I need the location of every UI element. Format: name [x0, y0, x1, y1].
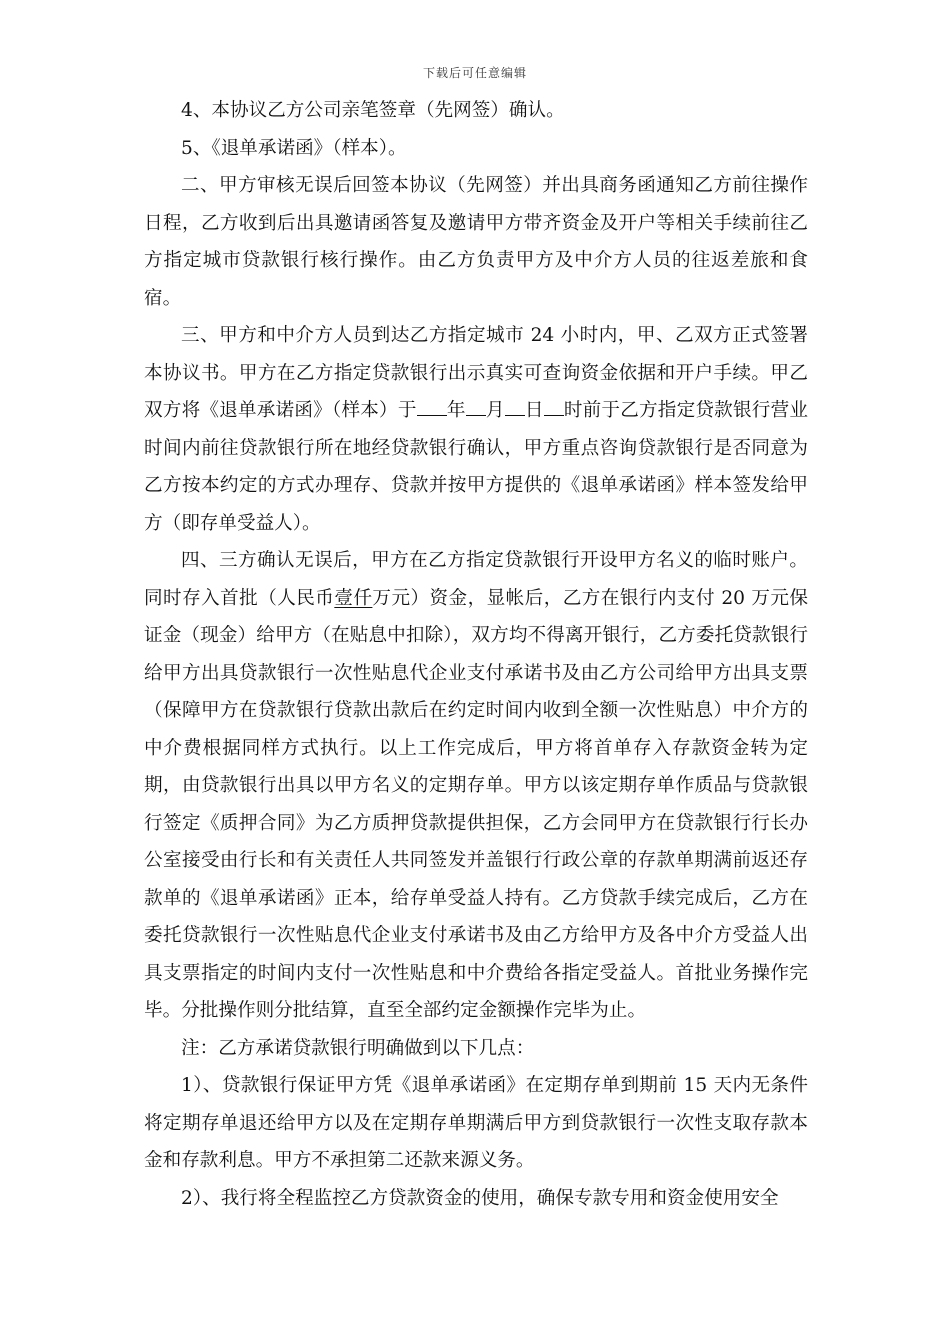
section-four-text-b: 万元）资金，显帐后，乙方在银行内支付 20 万元保证金（现金）给甲方（在贴息中扣除），双方均不得离开银行，乙方委托贷款银行给甲方出具贷款银行一次性贴息代企业支付承诺书及由乙方公司给甲方出具支票（保障甲方在贷款银行贷款出款后在约定时间内收到全额一次性贴息）中介方的中介费根据同样方式执行。以上工作完成后，甲方将首单存入存款资金转为定期，由贷款银行出具以甲方名义的定期存单。甲方以该定期存单作质品与贷款银行签定《质押合同》为乙方质押贷款提供担保，乙方会同甲方在贷款银行行长办公室接受由行长和有关责任人共同签发并盖银行行政公章的存款单期满前返还存款单的《退单承诺函》正本，给存单受益人持有。乙方贷款手续完成后，乙方在委托贷款银行一次性贴息代企业支付承诺书及由乙方给甲方及各中介方受益人出具支票指定的时间内支付一次性贴息和中介费给各指定受益人。首批业务操作完毕。分批操作则分批结算，直至全部约定金额操作完毕为止。 [144, 587, 808, 1021]
month-label: 月 [485, 400, 505, 421]
year-label: 年 [446, 400, 466, 421]
section-three-text-a: 三、甲方和中介方人员到达乙方指定城市 24 小时内，甲、乙双方正式签署本协议书。甲方在乙方指定贷款银行出示真实可查询资金依据和开户手续。甲乙双方将《退单承诺函》（样本）于 [144, 325, 808, 421]
note-item-2: 2）、我行将全程监控乙方贷款资金的使用，确保专款专用和资金使用安全 [181, 1187, 779, 1209]
note-heading: 注：乙方承诺贷款银行明确做到以下几点： [181, 1037, 535, 1059]
day-label: 日 [524, 400, 544, 421]
document-body [144, 92, 808, 1217]
header-note: 下载后可任意编辑 [422, 66, 527, 80]
clause-item-5: 5、《退单承诺函》（样本）。 [181, 137, 407, 159]
section-four-text-a: 四、三方确认无误后，甲方在乙方指定贷款银行开设甲方名义的临时账户。同时存入首批（人民币 [144, 550, 808, 609]
section-four-paragraph [144, 542, 808, 1030]
section-three-paragraph [144, 317, 808, 542]
note-item-1: 1）、贷款银行保证甲方凭《退单承诺函》在定期存单到期前 15 天内无条件将定期存单退还给甲方以及在定期存单期满后甲方到贷款银行一次性支取存款本金和存款利息。甲方不承担第二还款来源义务。 [144, 1075, 808, 1171]
hour-blank [544, 395, 564, 416]
clause-item-4: 4、本协议乙方公司亲笔签章（先网签）确认。 [181, 100, 565, 121]
deposit-amount: 壹仟 [334, 587, 373, 609]
section-three-text-b: 时前于乙方指定贷款银行营业时间内前往贷款银行所在地经贷款银行确认，甲方重点咨询贷款银行是否同意为乙方按本约定的方式办理存、贷款并按甲方提供的《退单承诺函》样本签发给甲方（即存单受益人）。 [144, 400, 808, 534]
year-blank [417, 395, 447, 416]
day-blank [505, 395, 525, 416]
section-two-paragraph: 二、甲方审核无误后回签本协议（先网签）并出具商务函通知乙方前往操作日程，乙方收到后出具邀请函答复及邀请甲方带齐资金及开户等相关手续前往乙方指定城市贷款银行核行操作。由乙方负责甲方及中介方人员的往返差旅和食宿。 [144, 175, 808, 309]
month-blank [466, 395, 486, 416]
